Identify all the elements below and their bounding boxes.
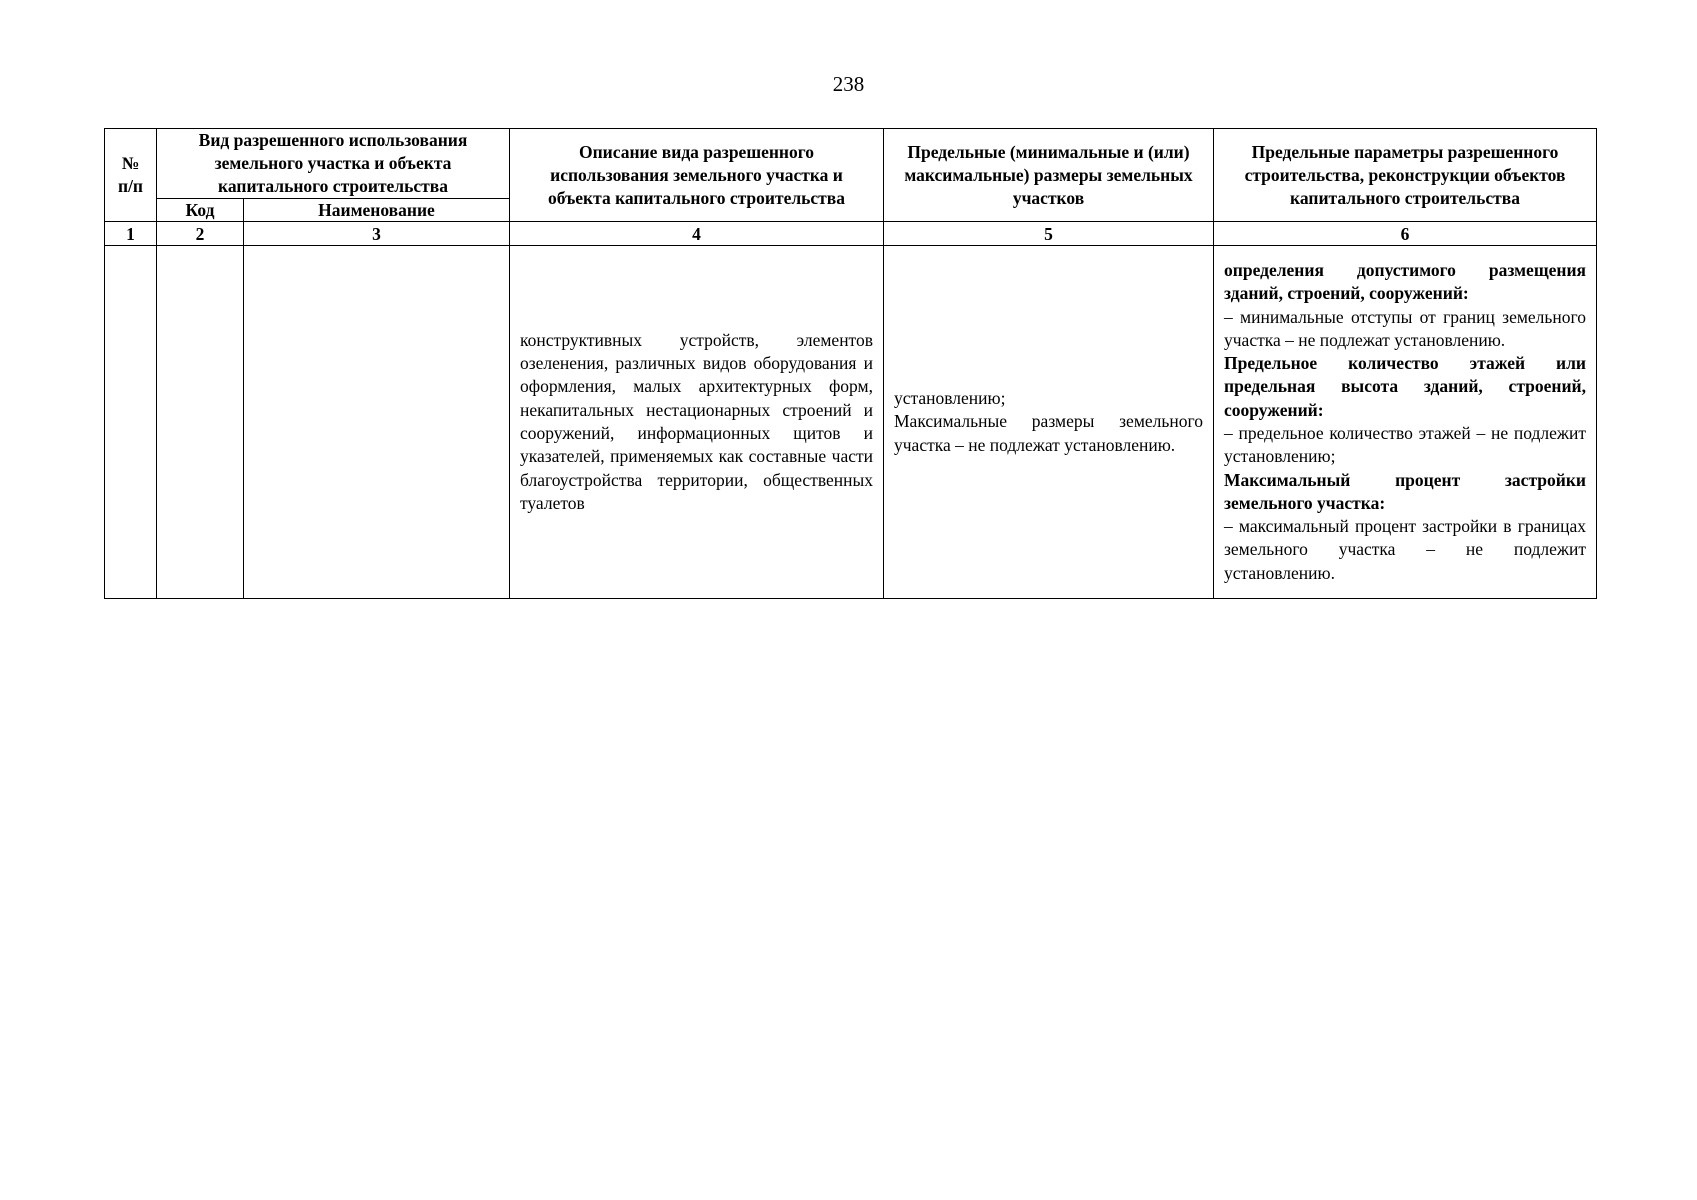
header-permitted-use-type: Вид разрешенного использования земельного участка и объекта капитального строительства bbox=[157, 129, 510, 199]
page-number: 238 bbox=[832, 72, 865, 96]
cell-construction-params bbox=[1214, 246, 1597, 599]
param-heading-floors: Предельное количество этажей или предельная высота зданий, строений, сооружений: bbox=[1224, 353, 1586, 420]
param-heading-placement: определения допустимого размещения зданий, строений, сооружений: bbox=[1224, 259, 1586, 304]
column-number: 2 bbox=[157, 222, 244, 246]
cell-number bbox=[105, 246, 157, 599]
param-heading-coverage: Максимальный процент застройки земельного участка: bbox=[1224, 469, 1586, 513]
regulations-table bbox=[104, 128, 1597, 599]
cell-description bbox=[510, 246, 884, 599]
header-description: Описание вида разрешенного использования земельного участка и объекта капитального строительства bbox=[510, 129, 884, 222]
header-plot-sizes: Предельные (минимальные и (или) максимальные) размеры земельных участков bbox=[884, 129, 1214, 222]
description-text: конструктивных устройств, элементов озеленения, различных видов оборудования и оформления, малых архитектурных форм, некапитальных нестационарных строений и сооружений, информационных щитов и указателей, применяемых как составные части благоустройства территории, общественных туалетов bbox=[520, 329, 873, 513]
header-name: Наименование bbox=[244, 199, 510, 222]
cell-name bbox=[244, 246, 510, 599]
cell-code bbox=[157, 246, 244, 599]
table-row bbox=[105, 246, 1597, 599]
header-row bbox=[105, 129, 1597, 199]
header-construction-params: Предельные параметры разрешенного строительства, реконструкции объектов капитального строительства bbox=[1214, 129, 1597, 222]
column-number: 1 bbox=[105, 222, 157, 246]
plot-sizes-text: установлению; Максимальные размеры земельного участка – не подлежат установлению. bbox=[894, 388, 1203, 455]
header-code: Код bbox=[157, 199, 244, 222]
param-text-floors: – предельное количество этажей – не подлежит установлению; bbox=[1224, 423, 1586, 467]
column-numbers-row bbox=[105, 222, 1597, 246]
header-number: № п/п bbox=[105, 129, 157, 222]
column-number: 4 bbox=[510, 222, 884, 246]
cell-plot-sizes bbox=[884, 246, 1214, 599]
column-number: 3 bbox=[244, 222, 510, 246]
param-text-setbacks: – минимальные отступы от границ земельного участка – не подлежат установлению. bbox=[1224, 306, 1586, 350]
column-number: 5 bbox=[884, 222, 1214, 246]
column-number: 6 bbox=[1214, 222, 1597, 246]
param-text-coverage: – максимальный процент застройки в границах земельного участка – не подлежит установлению. bbox=[1224, 516, 1586, 583]
